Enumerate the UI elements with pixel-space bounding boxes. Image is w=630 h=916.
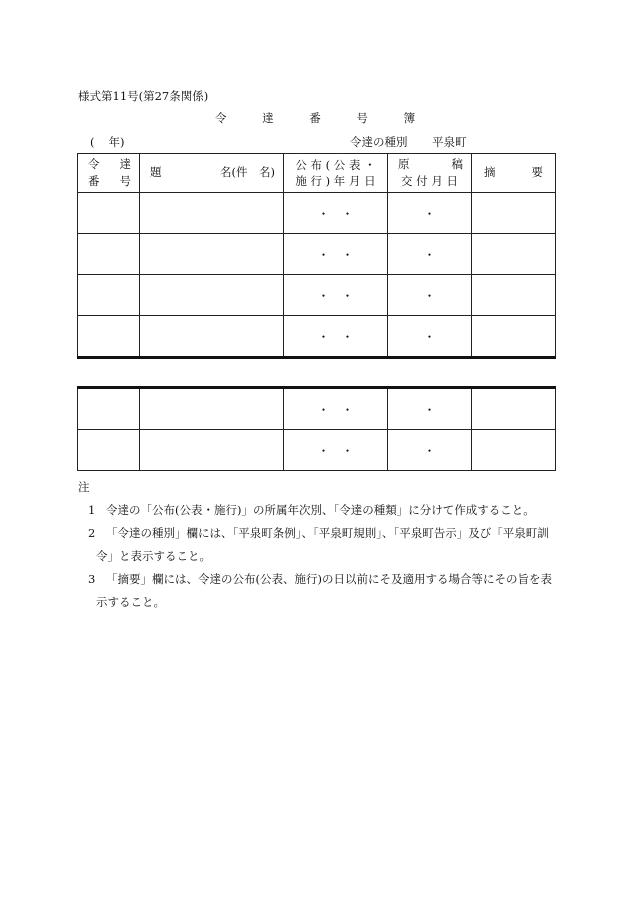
table-row	[78, 193, 556, 234]
note-item: 3 「摘要」欄には、令達の公布(公表、施行)の日以前にそ及適用する場合等にその旨を表示すること。	[88, 572, 552, 609]
note-item: 2 「令達の種別」欄には、「平泉町条例」、「平泉町規則」、「平泉町告示」及び「平泉町訓令」と表示すること。	[88, 526, 549, 563]
publish-date-cell[interactable]: ・ ・	[284, 275, 388, 316]
table-row	[78, 316, 556, 358]
title-char: 達	[262, 111, 274, 125]
draft-date-cell[interactable]: ・	[388, 275, 472, 316]
header-remarks: 摘 要	[472, 154, 556, 193]
title-char: 簿	[403, 111, 416, 125]
remarks-cell[interactable]	[472, 430, 556, 471]
title-char: 令	[214, 111, 227, 125]
form-number: 様式第11号(第27条関係)	[78, 89, 209, 103]
table-row	[78, 430, 556, 471]
title-char: 番	[309, 111, 321, 125]
order-type-label: 令達の種別	[350, 135, 408, 149]
title-cell[interactable]	[140, 388, 284, 430]
remarks-cell[interactable]	[472, 193, 556, 234]
publish-date-cell[interactable]: ・ ・	[284, 388, 388, 430]
remarks-cell[interactable]	[472, 316, 556, 358]
order-number-cell[interactable]	[78, 193, 140, 234]
title-cell[interactable]	[140, 275, 284, 316]
note-item: 1 令達の「公布(公表・施行)」の所属年次別、「令達の種類」に分けて作成すること。	[88, 503, 535, 517]
publish-date-cell[interactable]: ・ ・	[284, 316, 388, 358]
order-number-cell[interactable]	[78, 316, 140, 358]
remarks-cell[interactable]	[472, 388, 556, 430]
publish-date-cell[interactable]: ・ ・	[284, 430, 388, 471]
header-order-number: 令 達 番 号	[78, 154, 140, 193]
table-row	[78, 388, 556, 430]
table-row	[78, 275, 556, 316]
title-cell[interactable]	[140, 430, 284, 471]
title-cell[interactable]	[140, 234, 284, 275]
year-open-paren: (	[90, 135, 95, 149]
header-publish-date: 公 布 ( 公 表 ・ 施 行 ) 年 月 日	[284, 154, 388, 193]
order-number-cell[interactable]	[78, 234, 140, 275]
title-char: 号	[356, 111, 368, 125]
header-draft-date: 原 稿 交 付 月 日	[388, 154, 472, 193]
draft-date-cell[interactable]: ・	[388, 316, 472, 358]
notes-section	[78, 476, 558, 614]
remarks-cell[interactable]	[472, 234, 556, 275]
order-number-cell[interactable]	[78, 388, 140, 430]
remarks-cell[interactable]	[472, 275, 556, 316]
title-cell[interactable]	[140, 316, 284, 358]
register-table-bottom	[77, 386, 556, 471]
town-name: 平泉町	[432, 135, 467, 149]
year-suffix: 年)	[108, 135, 125, 149]
table-row	[78, 234, 556, 275]
draft-date-cell[interactable]: ・	[388, 234, 472, 275]
document-title	[0, 110, 630, 126]
order-number-cell[interactable]	[78, 275, 140, 316]
draft-date-cell[interactable]: ・	[388, 193, 472, 234]
title-cell[interactable]	[140, 193, 284, 234]
header-title: 題 名(件 名)	[140, 154, 284, 193]
publish-date-cell[interactable]: ・ ・	[284, 193, 388, 234]
draft-date-cell[interactable]: ・	[388, 430, 472, 471]
year-label	[90, 134, 125, 150]
notes-heading: 注	[78, 480, 90, 494]
publish-date-cell[interactable]: ・ ・	[284, 234, 388, 275]
draft-date-cell[interactable]: ・	[388, 388, 472, 430]
header-row	[78, 154, 556, 193]
order-number-cell[interactable]	[78, 430, 140, 471]
register-table-top	[77, 153, 556, 359]
